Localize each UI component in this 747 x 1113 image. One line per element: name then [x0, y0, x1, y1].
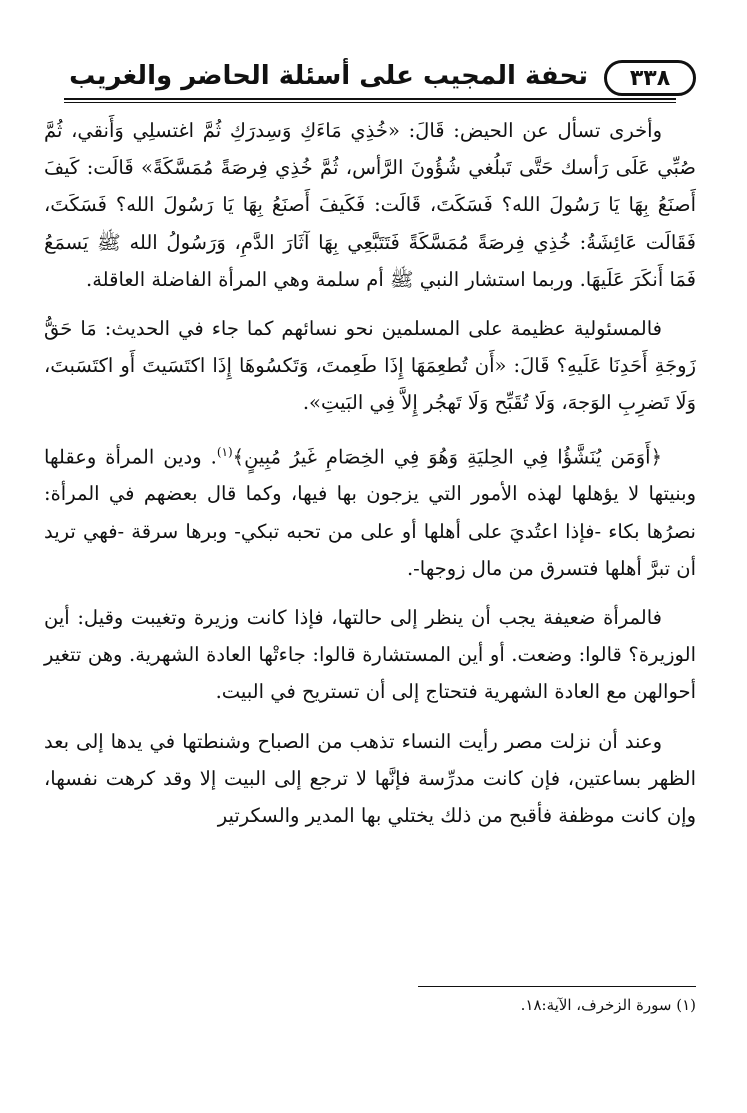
paragraph-5: وعند أن نزلت مصر رأيت النساء تذهب من الصباح وشنطتها في يدها إلى بعد الظهر بساعتين، فإن كانت مدرِّسة فإنَّها لا ترجع إلى البيت إلا وقد كرهت نفسها، وإن كانت موظفة فأقبح من ذلك يختلي بها المدير والسكرتير	[44, 729, 696, 827]
paragraph-4: فالمرأة ضعيفة يجب أن ينظر إلى حالتها، فإذا كانت وزيرة وتغيبت وقيل: أين الوزيرة؟ قالوا: وضعت. أو أين المستشارة قالوا: جاءتْها العادة الشهرية. وهن تتغير أحوالهن مع العادة الشهرية فتحتاج إلى أن تستريح في البيت.	[44, 605, 696, 704]
quran-verse: ﴿أَوَمَن يُنَشَّؤُا فِي الحِليَةِ وَهُوَ فِي الخِصَامِ غَيرُ مُبِينٍ﴾	[232, 445, 662, 469]
header-rule	[64, 98, 676, 100]
paragraph-3-text: . ودين المرأة وعقلها وبنيتها لا يؤهلها لهذه الأمور التي يزجون بها فيها، وكما قال بعضهم في المرأة: نصرُها بكاء -فإذا اعتُديَ على أهلها أو على من تحبه تبكي- وبرها سرقة -فهي تريد أن تبرَّ أهلها فتسرق من مال زوجها-.	[44, 445, 696, 580]
running-header	[64, 58, 696, 104]
paragraph-1: وأخرى تسأل عن الحيض: قَالَ: «خُذِي مَاءَكِ وَسِدرَكِ ثُمَّ اغتسلِي وَأَنقي، ثُمَّ صُبِّي عَلَى رَأسك حَتَّى تَبلُغي شُؤُونَ الرَّأس، ثُمَّ خُذِي فِرصَةً مُمَسَّكَةً» قَالَت: كَيفَ أَصنَعُ بِهَا يَا رَسُولَ الله؟ فَسَكَتَ، قَالَت: فَكَيفَ أَصنَعُ بِهَا يَا رَسُولَ الله؟ فَسَكَتَ، فَقَالَت عَائِشَةُ: خُذِي فِرصَةً مُمَسَّكَةً فَتَتَبَّعِي بِهَا آثَارَ الدَّمِ، وَرَسُولُ الله ﷺ يَسمَعُ فَمَا أَنكَرَ عَلَيهَا. وربما استشار النبي ﷺ أم سلمة وهي المرأة الفاضلة العاقلة.	[44, 119, 696, 291]
footnote-marker: (١)	[216, 444, 233, 459]
page-number-badge	[604, 60, 696, 96]
page-number: ٣٣٨	[629, 65, 671, 91]
main-text	[44, 112, 696, 846]
paragraph-3	[44, 434, 696, 587]
header-rule-thin	[64, 102, 676, 103]
footnote-separator	[418, 986, 696, 987]
book-title: تحفة المجيب على أسئلة الحاضر والغريب	[69, 61, 588, 91]
footnote: (١) سورة الزخرف، الآية:١٨.	[520, 996, 696, 1014]
paragraph-2: فالمسئولية عظيمة على المسلمين نحو نسائهم كما جاء في الحديث: مَا حَقُّ زَوجَةِ أَحَدِنَا عَلَيهِ؟ قَالَ: «أَن تُطعِمَهَا إِذَا طَعِمتَ، وَتَكسُوهَا إِذَا اكتَسَيتَ أَو اكتَسَبتَ، وَلَا تَضرِبِ الوَجهَ، وَلَا تُقَبِّح وَلَا تَهجُر إِلاَّ فِي البَيتِ».	[44, 317, 696, 415]
